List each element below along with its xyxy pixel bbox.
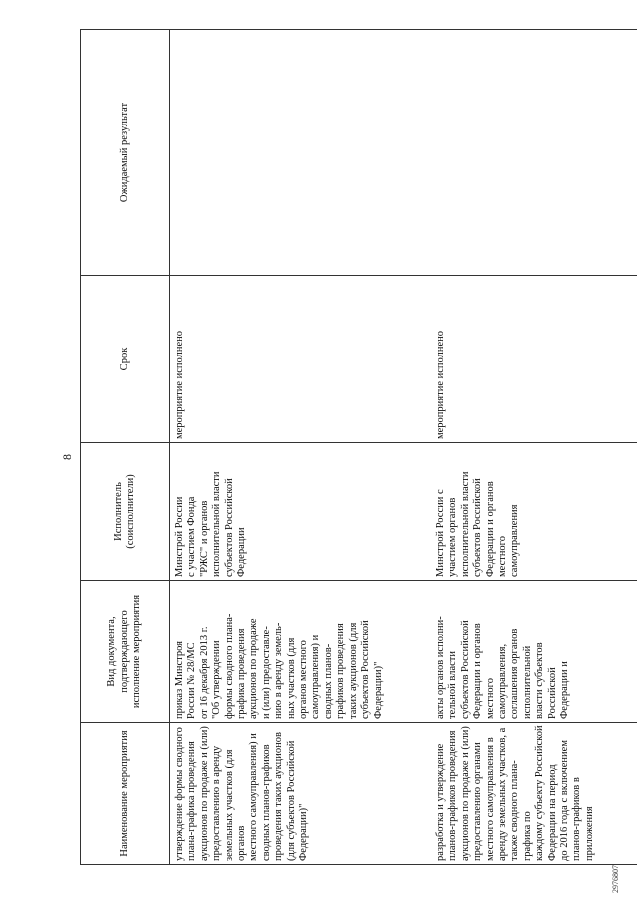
header-expected-result: Ожидаемый результат	[81, 30, 170, 276]
cell-expected-result	[431, 30, 637, 276]
cell-deadline: мероприятие исполнено	[170, 276, 432, 443]
measures-table	[80, 29, 637, 865]
header-document-type: Вид документа, подтверждающего исполнение мероприятия	[81, 581, 170, 723]
cell-executor: Минстрой России с участием органов исполнительной власти субъектов Российской Федерации и органов местного самоуправления	[431, 443, 637, 581]
document-code: 2976807	[611, 865, 620, 893]
header-executor: Исполнитель (соисполнители)	[81, 443, 170, 581]
table-header-row	[81, 30, 170, 865]
table-row	[170, 30, 432, 865]
cell-document: приказ Минстроя России № 28/МС от 16 декабря 2013 г. "Об утверждении формы сводного плана- графика проведения аукционов по продаже и (или) предоставле- нию в аренду земель- ных участков (для органов местного самоуправления) и сводных планов- графиков проведения таких аукционов (для субъектов Российской Федерации)"	[170, 581, 432, 723]
header-measure-name: Наименование мероприятия	[81, 723, 170, 865]
cell-executor: Минстрой России с участием Фонда "РЖС" и органов исполнительной власти субъектов Российской Федерации	[170, 443, 432, 581]
cell-measure-name: утверждение формы сводного плана-графика проведения аукционов по продаже и (или) предоставлению в аренду земельных участков (для органов местного самоуправления) и сводных планов-графиков проведения таких аукционов (для субъектов Российской Федерации)"	[170, 723, 432, 865]
cell-deadline: мероприятие исполнено	[431, 276, 637, 443]
cell-measure-name: разработка и утверждение планов-графиков проведения аукционов по продаже и (или) предоставлению органами местного самоуправления в аренду земельных участков, а также сводного плана-графика по каждому субъекту Российской Федерации на период до 2016 года с включением планов-графиков в приложения	[431, 723, 637, 865]
table-row	[431, 30, 637, 865]
cell-document: акты органов исполни- тельной власти субъектов Российской Федерации и органов местного самоуправления, соглашения органов исполнительной власти субъектов Российской Федерации и	[431, 581, 637, 723]
cell-expected-result	[170, 30, 432, 276]
header-deadline: Срок	[81, 276, 170, 443]
page-number: 8	[60, 454, 74, 460]
